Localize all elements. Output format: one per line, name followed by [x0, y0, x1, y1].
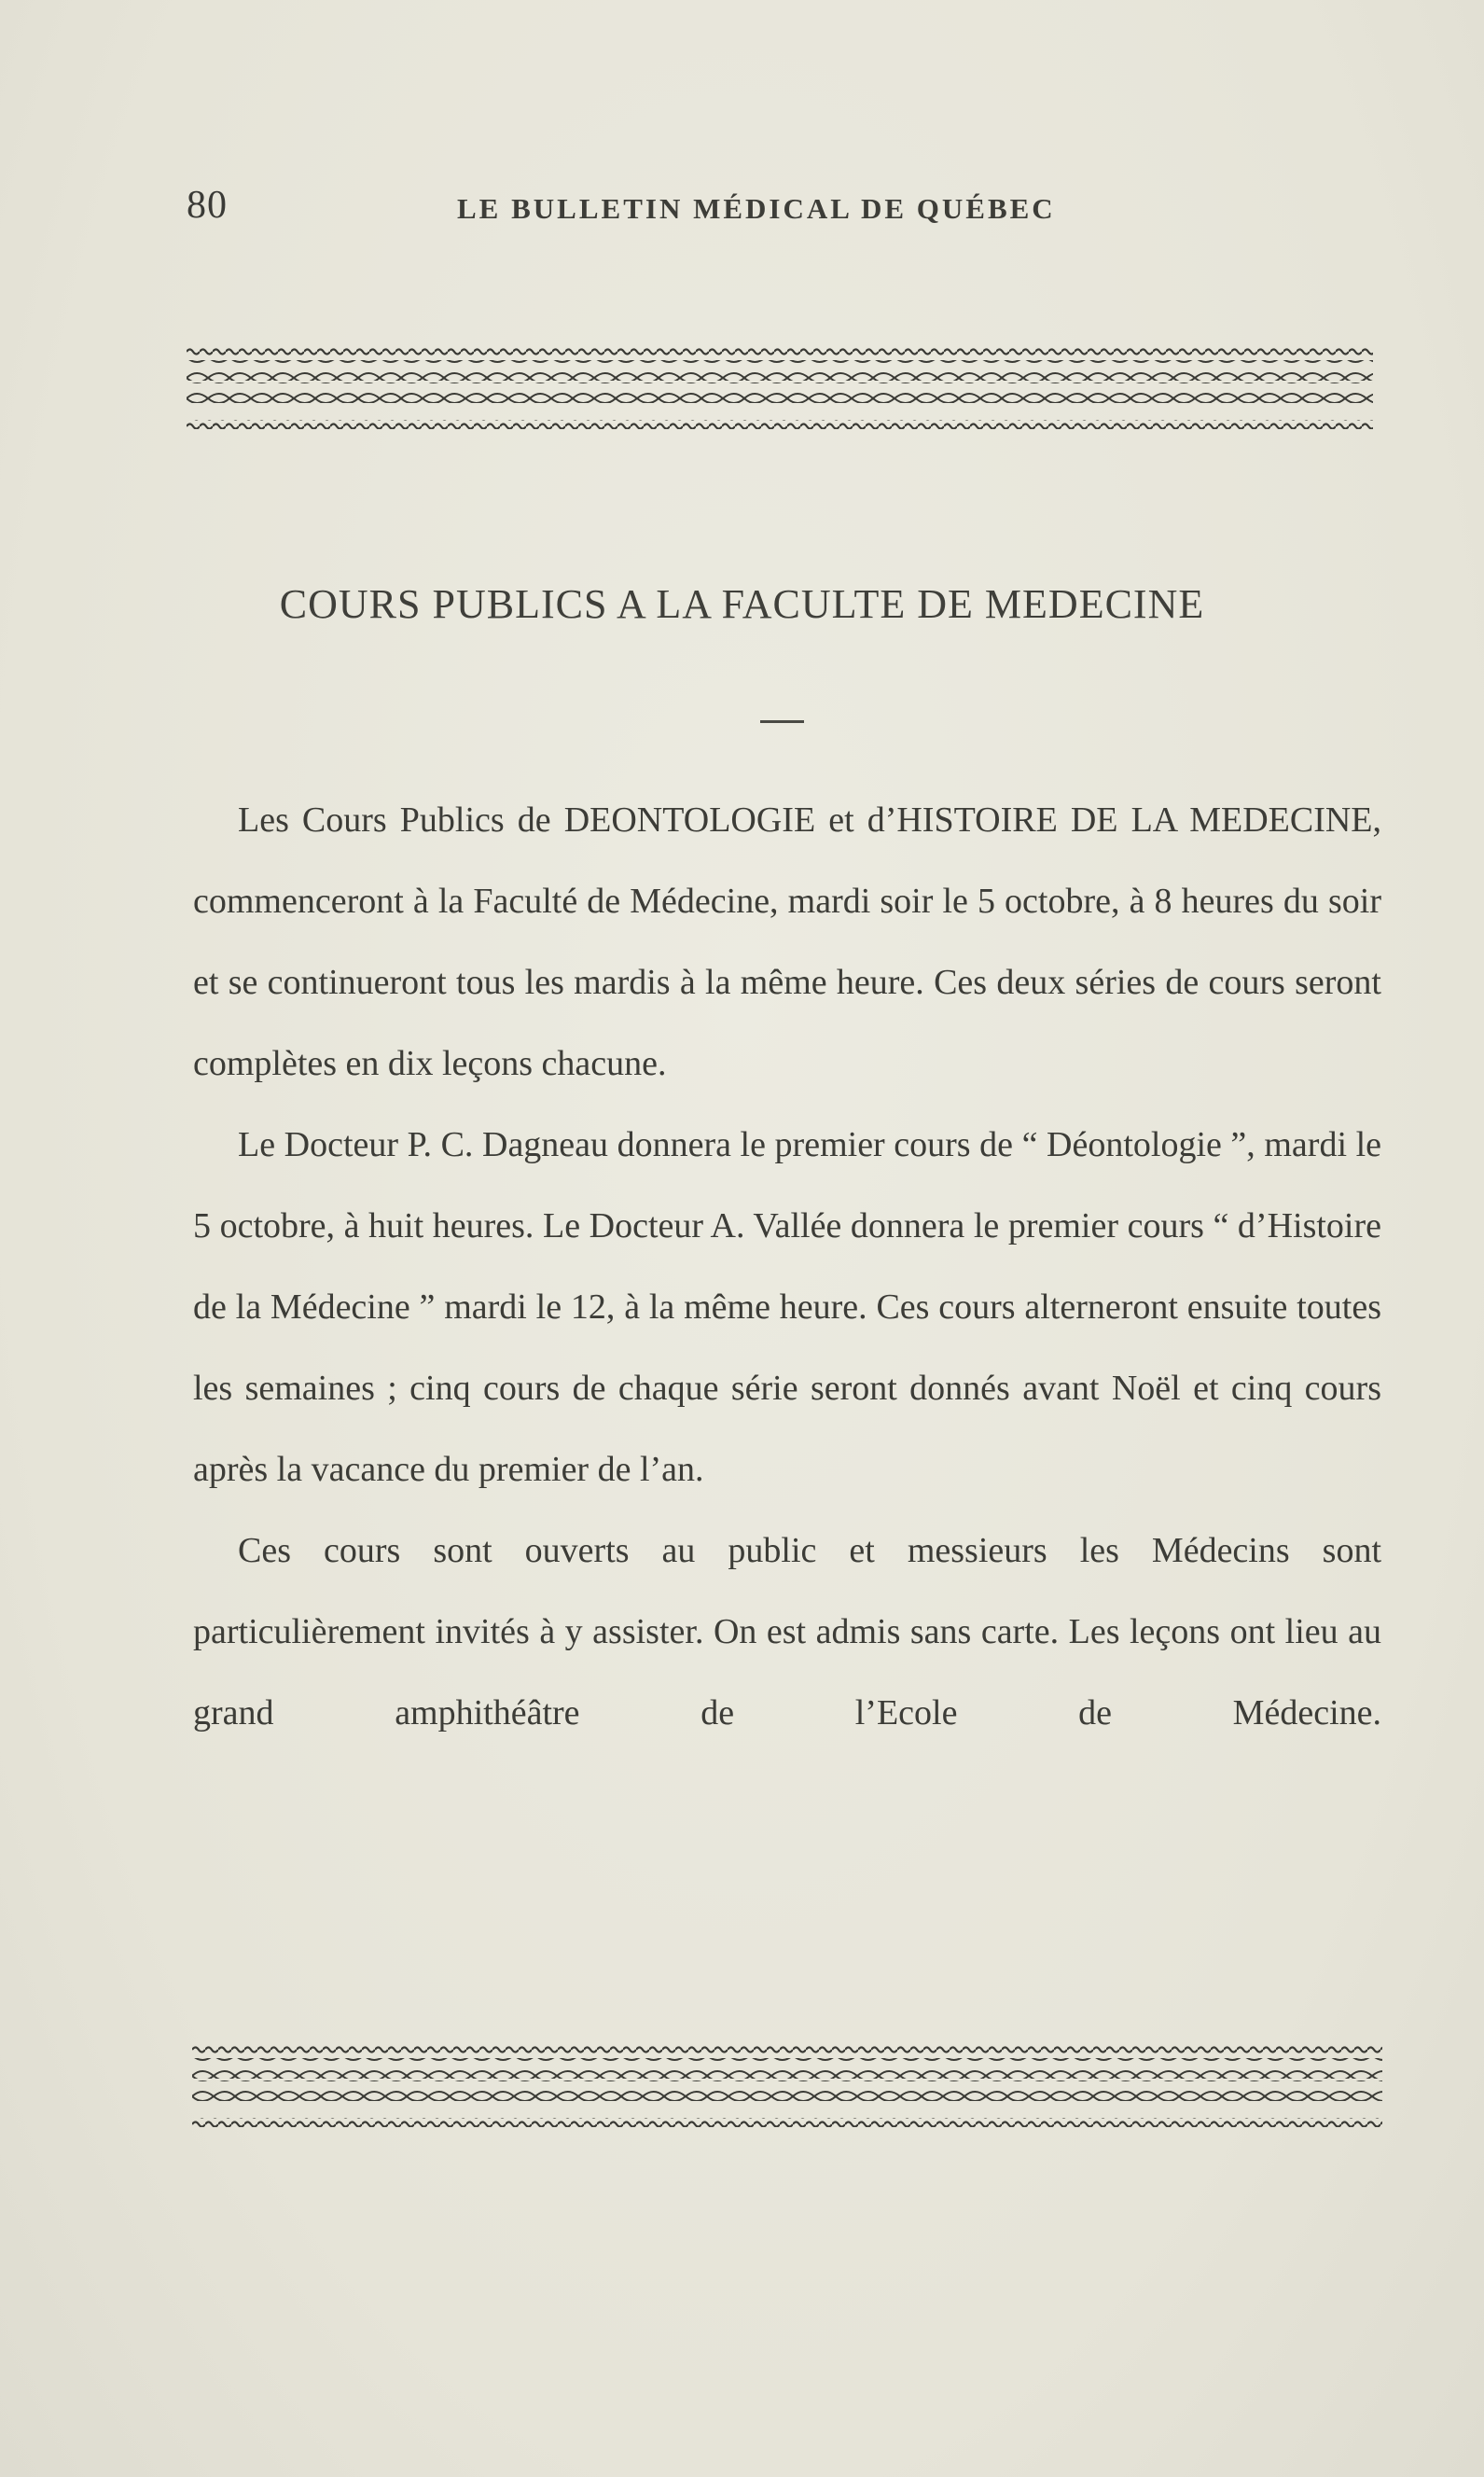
article-body	[193, 780, 1381, 1754]
paragraph-3: Ces cours sont ouverts au public et messieurs les Médecins sont particulièrement invités à y assister. On est admis sans carte. Les leçons ont lieu au grand amphithéâtre de l’Ecole de Médecine.	[193, 1531, 1381, 1733]
top-ornamental-border	[187, 347, 1373, 433]
paragraph-1: Les Cours Publics de DEONTOLOGIE et d’HISTOIRE DE LA MEDECINE, commenceront à la Faculté de Médecine, mardi soir le 5 octobre, à 8 heures du soir et se continueront tous les mardis à la même heure. Ces deux séries de cours seront complètes en dix leçons chacune.	[193, 800, 1381, 1083]
bottom-ornamental-border	[192, 2045, 1382, 2131]
article-title: COURS PUBLICS A LA FACULTE DE MEDECINE	[279, 581, 1205, 627]
page-number: 80	[187, 184, 228, 227]
paragraph-2: Le Docteur P. C. Dagneau donnera le premier cours de “ Déontologie ”, mardi le 5 octobre, à huit heures. Le Docteur A. Vallée donnera le premier cours “ d’Histoire de la Médecine ” mardi le 12, à la même heure. Ces cours alterneront ensuite toutes les semaines ; cinq cours de chaque série seront donnés avant Noël et cinq cours après la vacance du premier de l’an.	[193, 1125, 1381, 1489]
running-head: LE BULLETIN MÉDICAL DE QUÉBEC	[457, 192, 1056, 225]
title-rule	[760, 720, 804, 723]
